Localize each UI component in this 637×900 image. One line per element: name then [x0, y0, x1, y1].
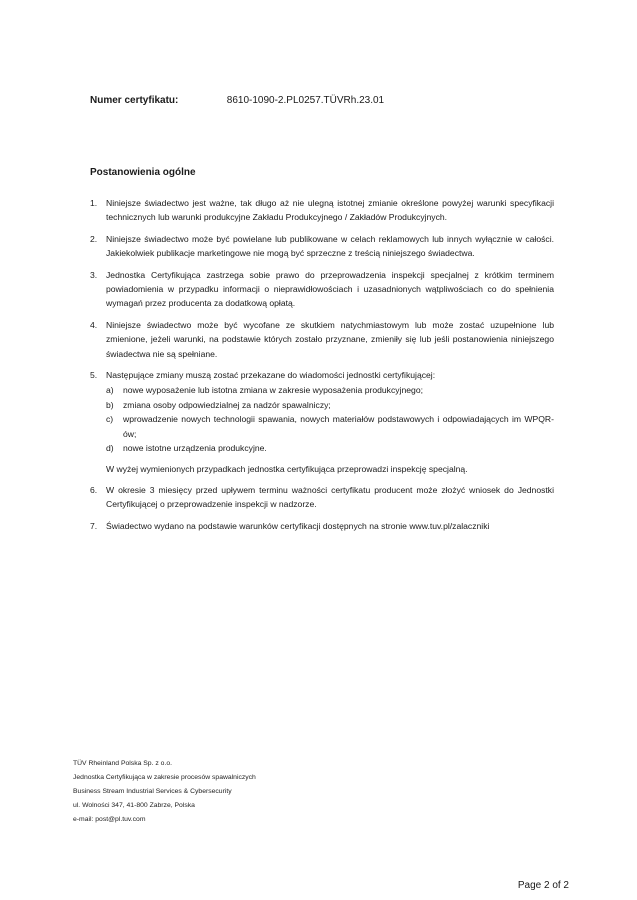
item-number: 5.	[90, 370, 98, 381]
item-text: Następujące zmiany muszą zostać przekazane do wiadomości jednostki certyfikującej:	[106, 370, 436, 381]
sub-list	[106, 383, 554, 455]
item-number: 3.	[90, 269, 98, 280]
certificate-number-label: Numer certyfikatu:	[90, 95, 179, 106]
section-title: Postanowienia ogólne	[90, 167, 196, 178]
general-provisions-list	[90, 196, 554, 540]
item-text: Świadectwo wydano na podstawie warunków certyfikacji dostępnych na stronie www.tuv.pl/zalaczniki	[106, 520, 490, 531]
list-item	[90, 318, 554, 361]
sub-item-letter: d)	[106, 443, 114, 454]
item-number: 4.	[90, 319, 98, 330]
item-text: W okresie 3 miesięcy przed upływem terminu ważności certyfikatu producent może złożyć wniosek do Jednostki Certyfikującej o przeprowadzenie inspekcji w nadzorze.	[106, 484, 554, 510]
sub-item-text: nowe wyposażenie lub istotna zmiana w zakresie wyposażenia produkcyjnego;	[123, 385, 423, 396]
list-item	[90, 232, 554, 261]
footer-business-stream: Business Stream Industrial Services & Cybersecurity	[73, 788, 232, 795]
list-item	[90, 519, 554, 533]
item-text: Jednostka Certyfikująca zastrzega sobie prawo do przeprowadzenia inspekcji specjalnej z krótkim terminem powiadomienia w przypadku informacji o nieprawidłowościach i uzasadnionych wątpliwościach co do spełnienia wymagań przez producenta za dodatkową opłatą.	[106, 269, 554, 309]
list-item	[90, 368, 554, 476]
list-item	[90, 483, 554, 512]
sub-list-item	[106, 398, 554, 412]
item-text: Niniejsze świadectwo może być wycofane ze skutkiem natychmiastowym lub może zostać uzupełnione lub zmienione, jeżeli warunki, na podstawie których zostało przyznane, zmieniły się lub jeśli postanowienia niniejszego świadectwa nie są spełniane.	[106, 319, 554, 359]
item-text: Niniejsze świadectwo może być powielane lub publikowane w celach reklamowych lub innych wyłącznie w całości. Jakiekolwiek publikacje marketingowe nie mogą być sprzeczne z treścią niniejszego świadectwa.	[106, 233, 554, 259]
page-number: Page 2 of 2	[517, 880, 569, 891]
item-number: 1.	[90, 198, 98, 208]
item-number: 2.	[90, 233, 98, 244]
sub-item-letter: c)	[106, 414, 114, 425]
certificate-number-row	[90, 95, 384, 106]
sub-list-item	[106, 441, 554, 455]
sub-list-item	[106, 383, 554, 397]
footer-address: ul. Wolności 347, 41-800 Zabrze, Polska	[73, 802, 195, 809]
sub-item-text: nowe istotne urządzenia produkcyjne.	[123, 443, 267, 454]
sub-item-text: zmiana osoby odpowiedzialnej za nadzór spawalniczy;	[123, 399, 331, 410]
footer-email: e-mail: post@pl.tuv.com	[73, 816, 146, 823]
footer-unit-name: Jednostka Certyfikująca w zakresie procesów spawalniczych	[73, 774, 256, 781]
certificate-number-value: 8610-1090-2.PL0257.TÜVRh.23.01	[226, 95, 385, 106]
item-number: 7.	[90, 520, 98, 531]
item-number: 6.	[90, 484, 98, 495]
item-text: Niniejsze świadectwo jest ważne, tak długo aż nie ulegną istotnej zmianie określone powyżej warunki specyfikacji technicznych lub warunki produkcyjne Zakładu Produkcyjnego / Zakładów Produkcyjnych.	[106, 198, 554, 223]
sub-list-item	[106, 412, 554, 441]
sub-item-letter: a)	[106, 385, 114, 396]
sub-item-letter: b)	[106, 399, 114, 410]
item-note: W wyżej wymienionych przypadkach jednostka certyfikująca przeprowadzi inspekcję specjalną.	[106, 463, 468, 474]
list-item	[90, 268, 554, 311]
list-item	[90, 196, 554, 225]
sub-item-text: wprowadzenie nowych technologii spawania, nowych materiałów podstawowych i odpowiadających im WPQR-ów;	[123, 414, 554, 439]
footer-company-name: TÜV Rheinland Polska Sp. z o.o.	[73, 760, 172, 767]
footer-address-block	[73, 757, 256, 827]
